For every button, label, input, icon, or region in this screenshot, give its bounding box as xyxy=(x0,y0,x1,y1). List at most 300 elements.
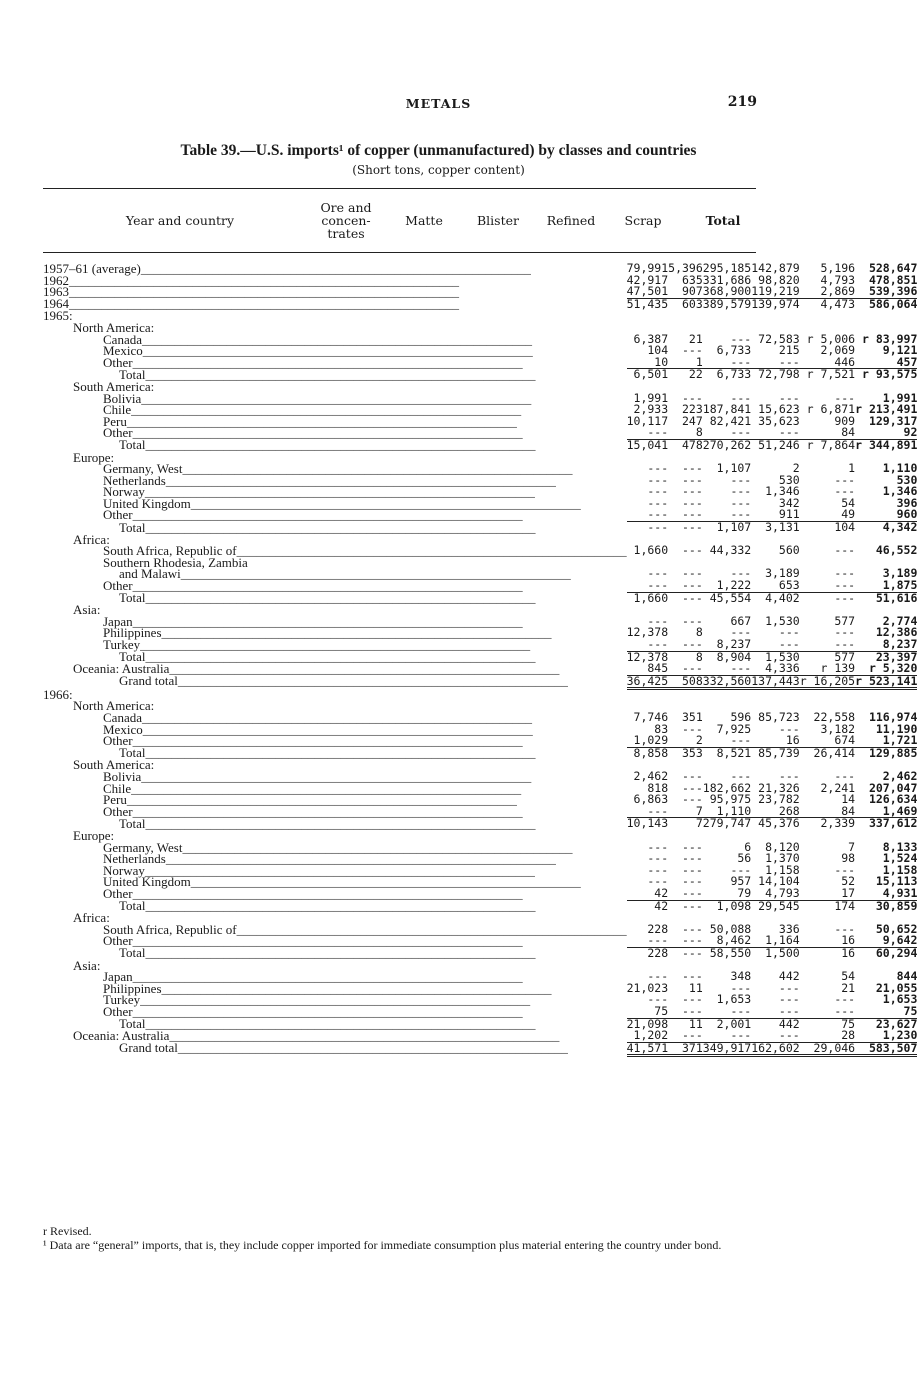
table-row-total xyxy=(43,522,917,534)
cell-total xyxy=(855,689,917,701)
cell-refined: 560 xyxy=(778,543,800,558)
table-row-total xyxy=(43,747,917,759)
cell-scrap: 16 xyxy=(800,947,855,959)
leader-dots: ____________________________________________________________ xyxy=(180,566,571,582)
leader-dots: ____________________________________________________________ xyxy=(165,851,556,867)
cell-matte: 353 xyxy=(668,747,703,759)
leader-dots: ____________________________________________________________ xyxy=(131,780,522,796)
cell-scrap: --- xyxy=(834,484,856,499)
cell-refined: 911 xyxy=(778,507,800,522)
imports-table xyxy=(43,263,917,1057)
cell-total: 50,652 xyxy=(875,921,917,936)
row-label-text: Asia: xyxy=(73,602,101,618)
cell-scrap: 52 xyxy=(841,874,856,889)
cell-blister: 348 xyxy=(730,969,752,984)
row-label-text: Total xyxy=(119,437,146,453)
cell-scrap: r 139 xyxy=(820,661,856,676)
row-label-text: Other xyxy=(103,354,133,370)
cell-blister: 1,222 xyxy=(716,578,752,593)
row-label-text: 1962 xyxy=(43,272,69,288)
cell-blister: 56 xyxy=(737,851,752,866)
cell-ore: 228 xyxy=(627,947,669,959)
cell-refined: 23,782 xyxy=(758,792,800,807)
cell-refined: 1,164 xyxy=(765,933,800,948)
cell-matte: --- xyxy=(681,1003,703,1018)
cell-blister: 1,098 xyxy=(703,900,751,912)
cell-matte: 11 xyxy=(688,980,703,995)
row-label-text: South America: xyxy=(73,378,155,394)
cell-total: r 344,891 xyxy=(855,437,917,452)
cell-refined xyxy=(751,310,799,322)
cell-scrap xyxy=(800,830,855,842)
cell-total: 1,230 xyxy=(882,1028,917,1043)
cell-blister: --- xyxy=(730,733,752,748)
row-label xyxy=(43,519,627,535)
cell-scrap: r 16,205 xyxy=(799,673,856,688)
cell-ore: 79,991 xyxy=(626,261,669,275)
cell-total: 12,386 xyxy=(875,625,917,640)
cell-refined: 1,346 xyxy=(765,484,800,499)
cell-total: r 523,141 xyxy=(855,673,917,688)
cell-ore: 1,660 xyxy=(633,543,669,558)
cell-matte: --- xyxy=(668,522,703,534)
cell-refined: 98,820 xyxy=(758,272,800,287)
cell-matte: --- xyxy=(668,947,703,959)
cell-blister: 8,462 xyxy=(716,933,752,948)
cell-blister: --- xyxy=(730,625,752,640)
table-row-total xyxy=(43,592,917,604)
cell-scrap: 7 xyxy=(848,839,856,854)
cell-ore: 12,378 xyxy=(626,625,669,640)
cell-blister: 295,185 xyxy=(702,261,752,275)
cell-ore: 6,501 xyxy=(627,369,669,381)
table-title: Table 39.—U.S. imports¹ of copper (unmanufactured) by classes and countries xyxy=(180,142,697,159)
cell-ore xyxy=(627,310,669,322)
cell-refined: --- xyxy=(778,721,800,736)
cell-ore: --- xyxy=(647,495,669,510)
cell-ore: 75 xyxy=(654,1003,669,1018)
cell-total: 960 xyxy=(896,507,917,522)
leader-dots: ____________________________________________________________ xyxy=(141,769,532,785)
cell-refined: 72,583 xyxy=(758,331,800,346)
row-label-text: Japan xyxy=(103,613,133,629)
leader-dots: ____________________________________________________________ xyxy=(145,590,536,606)
cell-matte: 22 xyxy=(668,369,703,381)
cell-refined: 85,723 xyxy=(758,710,800,725)
cell-total: 11,190 xyxy=(875,721,917,736)
cell-total: 1,346 xyxy=(882,484,917,499)
col-header-year-country: Year and country xyxy=(125,213,235,228)
cell-matte: 5,396 xyxy=(668,261,703,275)
cell-scrap: --- xyxy=(834,637,856,651)
cell-scrap xyxy=(800,689,855,701)
cell-blister: --- xyxy=(730,769,752,784)
cell-total: 126,634 xyxy=(868,792,917,807)
row-label-text: Other xyxy=(103,507,133,523)
cell-refined: 336 xyxy=(778,921,800,936)
cell-refined: --- xyxy=(778,637,800,651)
table-row-heading xyxy=(43,310,917,322)
cell-scrap: r 7,521 xyxy=(800,369,855,381)
cell-refined: --- xyxy=(778,625,800,640)
cell-matte: --- xyxy=(681,507,703,522)
row-label-text: United Kingdom xyxy=(103,874,191,890)
row-label-text: and Malawi xyxy=(119,566,181,582)
row-label-text: 1966: xyxy=(43,686,73,702)
cell-total: 116,974 xyxy=(868,710,917,725)
cell-refined xyxy=(751,689,799,701)
cell-scrap: 22,558 xyxy=(813,710,856,725)
cell-scrap: 54 xyxy=(841,495,856,510)
leader-dots: ____________________________________________________________ xyxy=(141,710,532,726)
row-label-text: Germany, West xyxy=(103,461,183,477)
leader-dots: ____________________________________________________________ xyxy=(141,390,532,406)
cell-blister: 1,107 xyxy=(703,522,751,534)
row-label xyxy=(43,439,627,451)
cell-refined: 3,189 xyxy=(765,566,800,581)
cell-total: 30,859 xyxy=(855,900,917,912)
cell-refined: 4,402 xyxy=(751,592,799,604)
cell-blister: 79 xyxy=(737,885,752,900)
row-label-text: North America: xyxy=(73,319,155,335)
cell-blister: --- xyxy=(730,495,752,510)
cell-blister: 1,107 xyxy=(716,461,752,476)
row-label-text: North America: xyxy=(73,698,155,714)
cell-refined: --- xyxy=(778,1028,800,1043)
cell-matte: 351 xyxy=(681,710,703,725)
cell-ore: 6,863 xyxy=(633,792,669,807)
leader-dots: ____________________________________________________________ xyxy=(145,366,536,382)
cell-blister: --- xyxy=(730,862,752,877)
row-label-text: Total xyxy=(119,519,146,535)
cell-scrap: 29,046 xyxy=(800,1042,855,1056)
cell-ore: 21,098 xyxy=(626,1016,669,1031)
cell-matte: 7 xyxy=(695,803,703,818)
cell-blister: --- xyxy=(730,566,752,581)
cell-blister: 50,088 xyxy=(709,921,752,936)
cell-total: 4,342 xyxy=(855,522,917,534)
cell-total: r 5,320 xyxy=(868,661,917,676)
cell-matte: --- xyxy=(681,992,703,1007)
cell-blister: 8,904 xyxy=(703,651,751,663)
cell-ore: 10,117 xyxy=(626,413,669,428)
leader-dots: ____________________________________________________________ xyxy=(132,733,523,749)
cell-matte: --- xyxy=(681,661,703,676)
row-label-text: Total xyxy=(119,1016,146,1031)
row-label-text: Netherlands xyxy=(103,472,166,488)
cell-total: 1,875 xyxy=(882,578,917,593)
leader-dots: ____________________________________________________________ xyxy=(132,885,523,901)
cell-total: 478,851 xyxy=(868,272,917,287)
cell-ore: 8,858 xyxy=(627,747,669,759)
row-label-text: Peru xyxy=(103,413,127,429)
cell-total: r 83,997 xyxy=(862,331,917,346)
cell-scrap: 446 xyxy=(834,354,856,369)
leader-dots: ____________________________________________________________ xyxy=(142,721,533,737)
leader-dots: ____________________________________________________________ xyxy=(131,402,522,418)
row-label-text: Africa: xyxy=(73,531,110,547)
leader-dots: ____________________________________________________________ xyxy=(132,613,523,629)
cell-matte: --- xyxy=(681,874,703,889)
header-bottom-rule xyxy=(43,252,756,253)
row-label-text: Philippines xyxy=(103,980,162,996)
cell-blister: 270,262 xyxy=(702,437,752,452)
cell-ore: 42 xyxy=(654,885,669,900)
row-label-text: Grand total xyxy=(119,1040,178,1056)
cell-scrap: 49 xyxy=(841,507,856,522)
cell-refined: 72,798 xyxy=(751,369,799,381)
cell-matte: --- xyxy=(681,472,703,487)
cell-blister: 667 xyxy=(730,613,752,628)
cell-total: 528,647 xyxy=(868,261,917,275)
cell-blister: --- xyxy=(730,661,752,676)
table-row-total xyxy=(43,369,917,381)
cell-scrap: --- xyxy=(834,862,856,877)
cell-matte: --- xyxy=(681,1028,703,1043)
header-top-rule xyxy=(43,188,756,189)
cell-total: 1,991 xyxy=(882,390,917,405)
cell-matte: --- xyxy=(668,592,703,604)
row-label-text: Canada xyxy=(103,710,142,726)
cell-ore: --- xyxy=(647,484,669,499)
cell-ore: 21,023 xyxy=(626,980,669,995)
cell-ore: --- xyxy=(627,522,669,534)
cell-refined: 653 xyxy=(778,578,800,593)
cell-total: 583,507 xyxy=(855,1042,917,1056)
leader-dots: ____________________________________________________________ xyxy=(69,272,459,288)
cell-matte: 8 xyxy=(668,651,703,663)
row-label-text: Grand total xyxy=(119,673,178,689)
cell-blister: --- xyxy=(730,354,752,369)
row-label-text: Other xyxy=(103,578,133,594)
cell-blister xyxy=(703,310,751,322)
cell-total: 396 xyxy=(896,495,917,510)
cell-refined: --- xyxy=(778,980,800,995)
cell-refined: --- xyxy=(778,769,800,784)
leader-dots: ____________________________________________________________ xyxy=(144,862,535,878)
row-label-text: Peru xyxy=(103,792,127,808)
cell-refined: 85,739 xyxy=(751,747,799,759)
cell-total: 129,317 xyxy=(868,413,917,428)
cell-blister: 279,747 xyxy=(702,816,752,831)
cell-blister: 1,653 xyxy=(716,992,752,1007)
cell-ore: 42,917 xyxy=(626,272,669,287)
cell-total: 207,047 xyxy=(868,780,917,795)
cell-scrap: --- xyxy=(834,472,856,487)
cell-scrap: --- xyxy=(800,592,855,604)
cell-matte: --- xyxy=(681,543,703,558)
leader-dots: ____________________________________________________________ xyxy=(177,1040,568,1056)
cell-blister: --- xyxy=(730,1028,752,1043)
cell-scrap: 2,869 xyxy=(820,284,856,299)
cell-total: 23,397 xyxy=(855,651,917,663)
cell-total: 60,294 xyxy=(855,947,917,959)
cell-blister: 332,560 xyxy=(702,673,752,688)
cell-scrap: 3,182 xyxy=(820,721,856,736)
row-label-text: Oceania: Australia xyxy=(73,1028,170,1044)
cell-total: 530 xyxy=(896,472,917,487)
cell-blister: 182,662 xyxy=(702,780,752,795)
row-label-text: Other xyxy=(103,1003,133,1019)
cell-blister: 82,421 xyxy=(709,413,752,428)
row-label-text: Other xyxy=(103,803,133,819)
cell-matte: --- xyxy=(681,613,703,628)
cell-scrap: 16 xyxy=(841,933,856,948)
cell-matte: --- xyxy=(681,862,703,877)
cell-ore: 47,501 xyxy=(626,284,669,299)
cell-matte: --- xyxy=(681,921,703,936)
cell-scrap xyxy=(800,310,855,322)
row-label-text: Germany, West xyxy=(103,839,183,855)
leader-dots: ____________________________________________________________ xyxy=(161,625,552,641)
cell-scrap: 104 xyxy=(800,522,855,534)
cell-matte: 21 xyxy=(688,331,703,346)
row-label xyxy=(43,592,627,604)
cell-ore: 104 xyxy=(647,343,669,358)
cell-matte: 603 xyxy=(668,298,703,310)
cell-matte: 371 xyxy=(668,1042,703,1056)
cell-refined: 1,500 xyxy=(751,947,799,959)
leader-dots: ____________________________________________________________ xyxy=(132,354,523,370)
cell-refined: 442 xyxy=(778,969,800,984)
cell-blister: 596 xyxy=(730,710,752,725)
cell-total: 92 xyxy=(903,425,917,440)
row-label-text: Mexico xyxy=(103,721,143,737)
col-header-matte: Matte xyxy=(405,213,443,228)
leader-dots: ____________________________________________________________ xyxy=(182,461,573,477)
cell-blister: 8,237 xyxy=(716,637,752,651)
row-label-text: Philippines xyxy=(103,625,162,641)
table-row-total xyxy=(43,439,917,451)
cell-total: 15,113 xyxy=(875,874,917,889)
cell-blister: 6,733 xyxy=(703,369,751,381)
cell-blister: 58,550 xyxy=(703,947,751,959)
row-label-text: South Africa, Republic of xyxy=(103,543,237,559)
cell-ore: --- xyxy=(647,839,669,854)
cell-matte: 907 xyxy=(681,284,703,299)
leader-dots: ____________________________________________________________ xyxy=(132,425,523,441)
col-header-total: Total xyxy=(705,213,741,228)
row-label-text: 1963 xyxy=(43,284,69,300)
cell-matte: --- xyxy=(681,461,703,476)
table-row-grand-total xyxy=(43,1042,917,1056)
cell-refined: 8,120 xyxy=(765,839,800,854)
cell-scrap: --- xyxy=(834,992,856,1007)
cell-matte: --- xyxy=(681,851,703,866)
cell-scrap: 21 xyxy=(841,980,856,995)
cell-matte: 247 xyxy=(681,413,703,428)
cell-scrap: 17 xyxy=(841,885,856,900)
cell-ore: --- xyxy=(647,874,669,889)
leader-dots: ____________________________________________________________ xyxy=(161,980,552,996)
cell-refined: 1,530 xyxy=(751,651,799,663)
cell-blister: 44,332 xyxy=(709,543,752,558)
leader-dots: ____________________________________________________________ xyxy=(140,261,531,276)
row-label-text: Total xyxy=(119,366,146,382)
cell-total: 23,627 xyxy=(855,1018,917,1030)
leader-dots: ____________________________________________________________ xyxy=(145,649,536,665)
leader-dots: ____________________________________________________________ xyxy=(132,507,523,523)
cell-scrap: --- xyxy=(834,566,856,581)
cell-scrap: --- xyxy=(834,769,856,784)
row-label-text: Total xyxy=(119,649,146,665)
cell-total: 46,552 xyxy=(875,543,917,558)
cell-total: 1,158 xyxy=(882,862,917,877)
cell-scrap: r 6,871 xyxy=(806,402,856,417)
row-label-text: Asia: xyxy=(73,957,101,973)
footnote-general-imports: ¹ Data are “general” imports, that is, they include copper imported for immediate consumption plus material entering the country under bond. xyxy=(43,1238,722,1252)
row-label xyxy=(43,298,627,310)
cell-ore: --- xyxy=(647,803,669,818)
cell-scrap: 84 xyxy=(841,425,856,440)
cell-scrap: 577 xyxy=(800,651,855,663)
leader-dots: ____________________________________________________________ xyxy=(145,1016,536,1031)
row-label-text: Other xyxy=(103,885,133,901)
cell-total: 51,616 xyxy=(855,592,917,604)
cell-blister: 957 xyxy=(730,874,752,889)
row-label-text: Mexico xyxy=(103,343,143,359)
cell-matte: --- xyxy=(681,721,703,736)
cell-refined: 1,530 xyxy=(765,613,800,628)
row-label-text: 1965: xyxy=(43,308,73,324)
table-body xyxy=(43,263,917,1056)
cell-total: 9,121 xyxy=(882,343,917,358)
leader-dots: ____________________________________________________________ xyxy=(126,413,517,429)
leader-dots: ____________________________________________________________ xyxy=(145,745,536,761)
cell-matte: 635 xyxy=(681,272,703,287)
cell-total: 1,524 xyxy=(882,851,917,866)
cell-ore: --- xyxy=(647,637,669,651)
cell-refined: --- xyxy=(778,992,800,1007)
leader-dots: ____________________________________________________________ xyxy=(177,673,568,689)
cell-refined: 29,545 xyxy=(751,900,799,912)
table-row-total xyxy=(43,298,917,310)
cell-ore: --- xyxy=(647,933,669,948)
leader-dots: ____________________________________________________________ xyxy=(236,921,627,937)
leader-dots: ____________________________________________________________ xyxy=(169,1028,560,1044)
leader-dots: ____________________________________________________________ xyxy=(132,933,523,949)
cell-scrap: 5,196 xyxy=(820,261,856,275)
cell-total: 1,110 xyxy=(882,461,917,476)
cell-ore: 1,029 xyxy=(633,733,669,748)
cell-matte: --- xyxy=(681,343,703,358)
cell-ore: --- xyxy=(647,566,669,581)
cell-scrap: 909 xyxy=(834,413,856,428)
row-label-text: Europe: xyxy=(73,449,115,465)
cell-total: 8,133 xyxy=(882,839,917,854)
row-label xyxy=(43,947,627,959)
cell-refined: --- xyxy=(778,425,800,440)
cell-ore: --- xyxy=(647,969,669,984)
cell-scrap: --- xyxy=(834,390,856,405)
leader-dots: ____________________________________________________________ xyxy=(140,992,531,1008)
row-label-text: Other xyxy=(103,733,133,749)
cell-refined: 45,376 xyxy=(751,818,799,830)
cell-matte: --- xyxy=(681,637,703,651)
cell-refined: 15,623 xyxy=(758,402,800,417)
leader-dots: ____________________________________________________________ xyxy=(132,1003,523,1019)
cell-scrap: 26,414 xyxy=(800,747,855,759)
page-number: 219 xyxy=(727,94,757,110)
cell-ore: 36,425 xyxy=(626,673,669,688)
cell-scrap: --- xyxy=(834,543,856,558)
leader-dots: ____________________________________________________________ xyxy=(142,343,533,359)
leader-dots: ____________________________________________________________ xyxy=(145,898,536,914)
cell-refined: 51,246 xyxy=(751,439,799,451)
row-label-text: Bolivia xyxy=(103,390,142,406)
row-label-text: Other xyxy=(103,933,133,949)
leader-dots: ____________________________________________________________ xyxy=(132,578,523,594)
